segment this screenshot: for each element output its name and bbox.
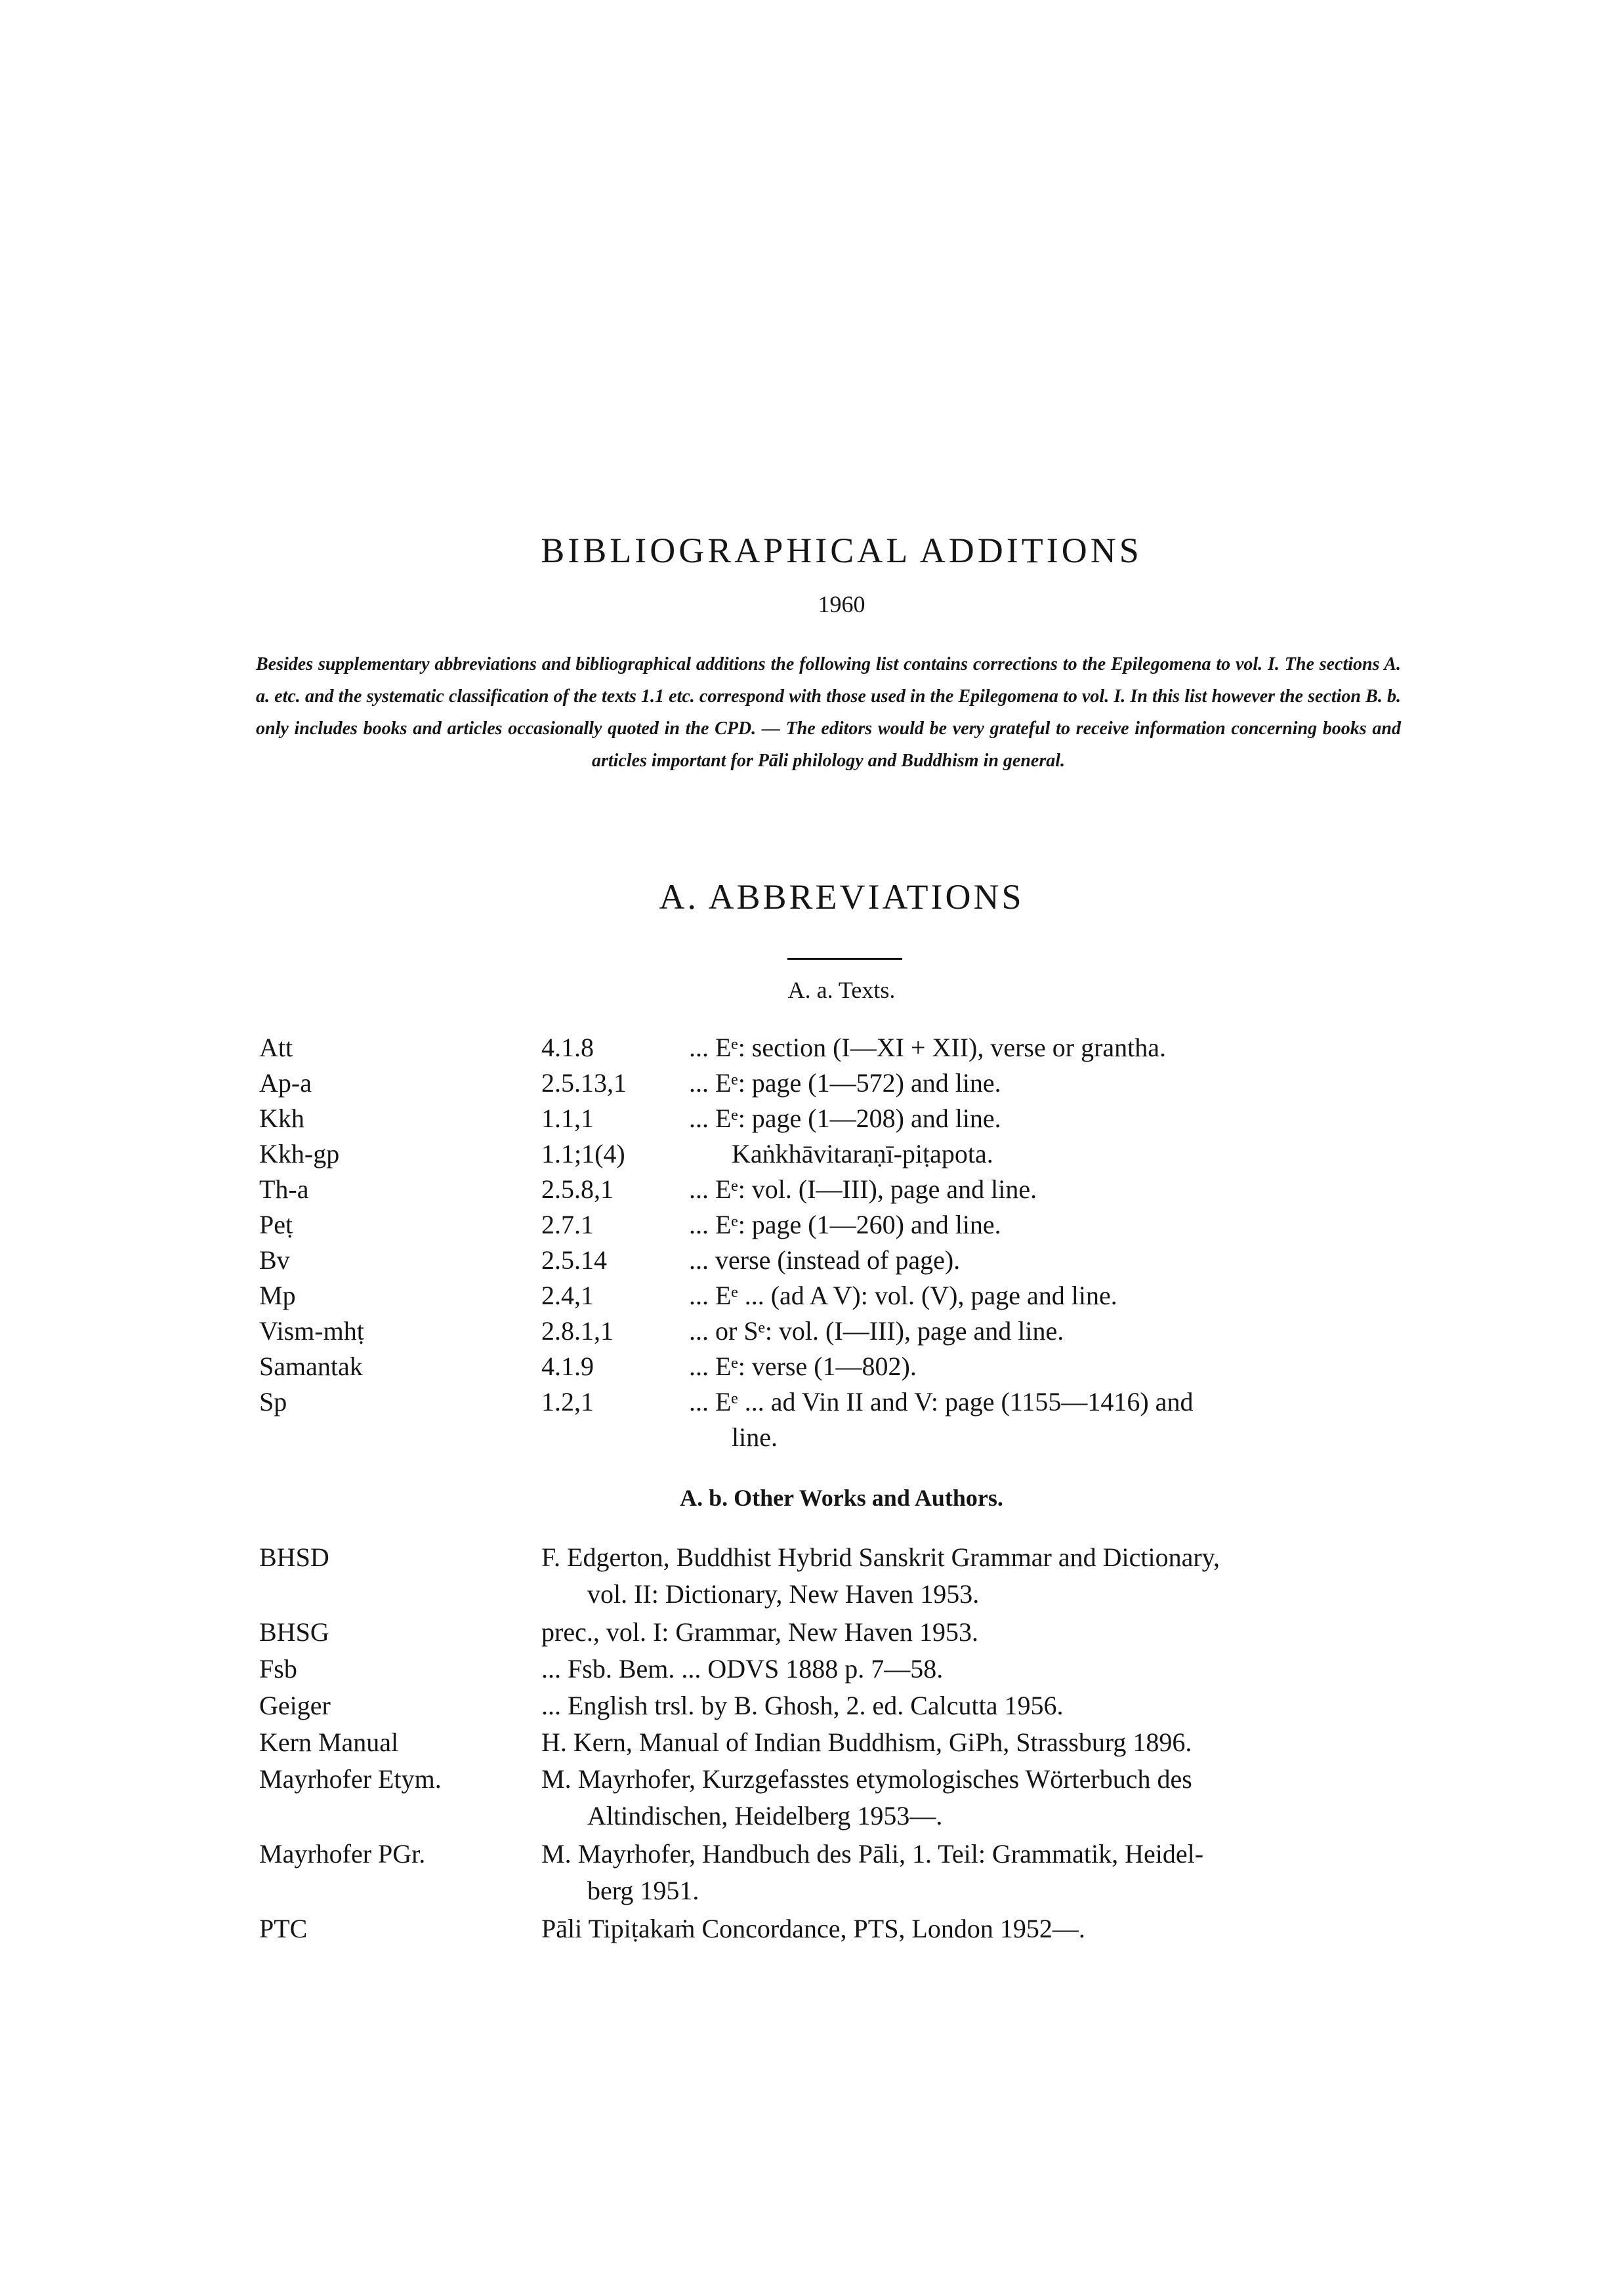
- table-row: [259, 1761, 1398, 1834]
- text-abbreviation: Kkh-gp: [259, 1139, 340, 1168]
- work-reference-line2: Altindischen, Heidelberg 1953—.: [587, 1801, 943, 1830]
- table-row: [259, 1172, 1398, 1207]
- work-abbreviation: Fsb: [259, 1654, 297, 1684]
- text-abbreviation: Kkh: [259, 1104, 304, 1133]
- work-abbreviation: PTC: [259, 1914, 308, 1943]
- text-description: [689, 1384, 1398, 1455]
- table-row: [259, 1539, 1398, 1613]
- text-classification: 4.1.8: [541, 1033, 594, 1062]
- work-reference-line1: M. Mayrhofer, Kurzgefasstes etymologisches Wörterbuch des: [541, 1764, 1192, 1794]
- section-divider: [787, 958, 902, 960]
- text-description: ... Eᵉ: section (I—XI + XII), verse or grantha.: [689, 1033, 1167, 1062]
- work-reference-line1: M. Mayrhofer, Handbuch des Pāli, 1. Teil: Grammatik, Heidel-: [541, 1839, 1204, 1869]
- work-abbreviation: Mayrhofer PGr.: [259, 1839, 426, 1869]
- table-row: [259, 1614, 1398, 1651]
- text-abbreviation: Samantak: [259, 1352, 363, 1381]
- table-row: [259, 1724, 1398, 1761]
- work-reference-line2: vol. II: Dictionary, New Haven 1953.: [587, 1579, 980, 1609]
- work-abbreviation: BHSG: [259, 1617, 329, 1647]
- works-table: [259, 1539, 1398, 1947]
- text-classification: 2.8.1,1: [541, 1316, 614, 1346]
- text-classification: 1.1,1: [541, 1104, 594, 1133]
- work-reference: ... English trsl. by B. Ghosh, 2. ed. Calcutta 1956.: [541, 1691, 1064, 1720]
- text-description: ... Eᵉ ... (ad A V): vol. (V), page and line.: [689, 1281, 1117, 1310]
- table-row: [259, 1349, 1398, 1384]
- page-year: 1960: [818, 591, 865, 617]
- text-description: ... verse (instead of page).: [689, 1245, 961, 1275]
- work-reference: [541, 1539, 1398, 1613]
- work-reference: H. Kern, Manual of Indian Buddhism, GiPh, Strassburg 1896.: [541, 1727, 1192, 1757]
- text-description: ... Eᵉ: page (1—572) and line.: [689, 1068, 1001, 1098]
- text-description: ... Eᵉ: page (1—260) and line.: [689, 1210, 1001, 1239]
- text-classification: 1.1;1(4): [541, 1139, 625, 1168]
- texts-table: [259, 1030, 1398, 1455]
- text-abbreviation: Peṭ: [259, 1210, 293, 1239]
- table-row: [259, 1101, 1398, 1136]
- text-description: Kaṅkhāvitaraṇī-piṭapota.: [732, 1139, 993, 1168]
- table-row: [259, 1911, 1398, 1947]
- intro-paragraph: Besides supplementary abbreviations and bibliographical additions the following list contains corrections to the Epilegomena to vol. I. The sections A. a. etc. and the systematic classification of the texts 1.1 etc. correspond with those used in the Epilegomena to vol. I. In this list however the section B. b. only includes books and articles occasionally quoted in the CPD. — The editors would be very grateful to receive information concerning books and articles important for Pāli philology and Buddhism in general.: [256, 654, 1401, 771]
- text-classification: 4.1.9: [541, 1352, 594, 1381]
- text-description: ... or Sᵉ: vol. (I—III), page and line.: [689, 1316, 1064, 1346]
- table-row: [259, 1065, 1398, 1101]
- text-abbreviation: Vism-mhṭ: [259, 1316, 364, 1346]
- work-reference: ... Fsb. Bem. ... ODVS 1888 p. 7—58.: [541, 1654, 944, 1684]
- text-abbreviation: Sp: [259, 1387, 287, 1416]
- subsection-title-texts: A. a. Texts.: [787, 977, 896, 1003]
- work-abbreviation: BHSD: [259, 1542, 329, 1572]
- text-classification: 2.5.14: [541, 1245, 607, 1275]
- text-classification: 1.2,1: [541, 1387, 594, 1416]
- table-row: [259, 1243, 1398, 1278]
- text-abbreviation: Th-a: [259, 1174, 309, 1204]
- work-reference: prec., vol. I: Grammar, New Haven 1953.: [541, 1617, 978, 1647]
- section-title-abbreviations: A. ABBREVIATIONS: [659, 877, 1024, 917]
- table-row: [259, 1313, 1398, 1349]
- text-description: ... Eᵉ: vol. (I—III), page and line.: [689, 1174, 1037, 1204]
- table-row: [259, 1651, 1398, 1687]
- subsection-title-other-works: A. b. Other Works and Authors.: [680, 1485, 1003, 1511]
- work-reference: Pāli Tipiṭakaṁ Concordance, PTS, London 1952—.: [541, 1914, 1085, 1943]
- text-description: ... Eᵉ: page (1—208) and line.: [689, 1104, 1001, 1133]
- text-abbreviation: Bv: [259, 1245, 290, 1275]
- text-description-line2: line.: [732, 1422, 778, 1452]
- work-reference: [541, 1836, 1398, 1909]
- work-reference-line1: F. Edgerton, Buddhist Hybrid Sanskrit Grammar and Dictionary,: [541, 1542, 1220, 1572]
- page-title: BIBLIOGRAPHICAL ADDITIONS: [541, 531, 1142, 570]
- text-description-line1: ... Eᵉ ... ad Vin II and V: page (1155—1416) and: [689, 1387, 1194, 1416]
- work-reference: [541, 1761, 1398, 1834]
- work-reference-line2: berg 1951.: [587, 1876, 699, 1905]
- table-row: [259, 1384, 1398, 1455]
- text-classification: 2.5.13,1: [541, 1068, 627, 1098]
- text-abbreviation: Att: [259, 1033, 293, 1062]
- table-row: [259, 1030, 1398, 1065]
- table-row: [259, 1687, 1398, 1724]
- table-row: [259, 1136, 1398, 1172]
- text-description: ... Eᵉ: verse (1—802).: [689, 1352, 917, 1381]
- table-row: [259, 1278, 1398, 1313]
- text-classification: 2.7.1: [541, 1210, 594, 1239]
- table-row: [259, 1836, 1398, 1909]
- work-abbreviation: Kern Manual: [259, 1727, 399, 1757]
- work-abbreviation: Geiger: [259, 1691, 331, 1720]
- text-abbreviation: Ap-a: [259, 1068, 312, 1098]
- text-classification: 2.5.8,1: [541, 1174, 614, 1204]
- work-abbreviation: Mayrhofer Etym.: [259, 1764, 442, 1794]
- text-classification: 2.4,1: [541, 1281, 594, 1310]
- text-abbreviation: Mp: [259, 1281, 296, 1310]
- table-row: [259, 1207, 1398, 1243]
